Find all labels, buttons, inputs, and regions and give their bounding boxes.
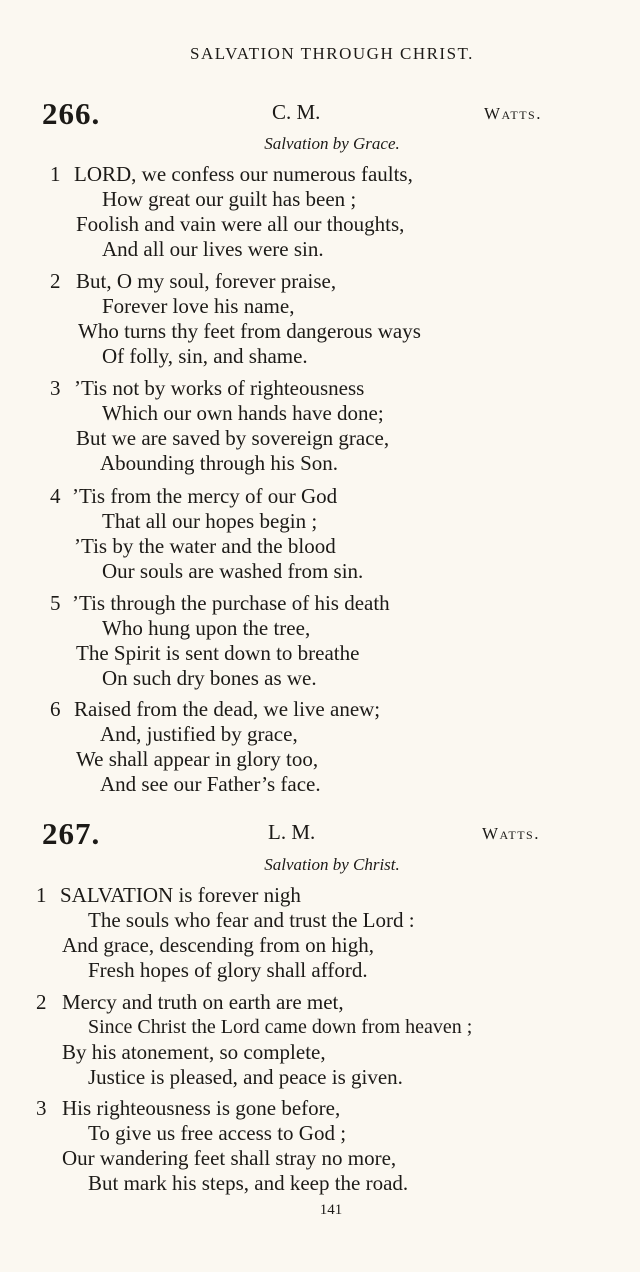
hymn-subtitle: Salvation by Grace. (264, 134, 400, 153)
verse-line: Who hung upon the tree, (102, 616, 311, 640)
stanza-number: 2 (50, 269, 61, 293)
stanza-number: 4 (50, 484, 61, 508)
verse-line: Justice is pleased, and peace is given. (88, 1065, 403, 1089)
stanza-number: 2 (36, 990, 47, 1014)
hymn-author: Watts. (482, 824, 540, 843)
stanza-number: 1 (50, 162, 61, 186)
verse-line: ’Tis not by works of righteousness (74, 376, 365, 400)
verse-line: Who turns thy feet from dangerous ways (78, 319, 421, 343)
stanza-number: 3 (50, 376, 61, 400)
hymn-author: Watts. (484, 104, 542, 123)
verse-line: LORD, we confess our numerous faults, (74, 162, 413, 186)
running-head: SALVATION THROUGH CHRIST. (190, 44, 474, 63)
verse-line: Of folly, sin, and shame. (102, 344, 308, 368)
verse-line: Abounding through his Son. (100, 451, 339, 475)
verse-line: Fresh hopes of glory shall afford. (88, 958, 368, 982)
verse-line: Mercy and truth on earth are met, (62, 990, 344, 1014)
verse-line: The Spirit is sent down to breathe (76, 641, 360, 665)
verse-line: Our souls are washed from sin. (102, 559, 364, 583)
hymn-meter: L. M. (268, 820, 316, 844)
page-number: 141 (319, 1202, 343, 1218)
hymn-subtitle: Salvation by Christ. (264, 855, 400, 874)
verse-line: And, justified by grace, (100, 722, 298, 746)
hymn-meter: C. M. (272, 100, 321, 124)
verse-line: SALVATION is forever nigh (60, 883, 301, 907)
verse-line: And all our lives were sin. (102, 237, 324, 261)
hymn-header (0, 96, 640, 130)
verse-line: Our wandering feet shall stray no more, (62, 1146, 397, 1170)
verse-line: ’Tis through the purchase of his death (72, 591, 390, 615)
verse-line: How great our guilt has been ; (102, 187, 357, 211)
verse-line: By his atonement, so complete, (62, 1040, 326, 1064)
verse-line: And grace, descending from on high, (62, 933, 374, 957)
verse-line: ’Tis by the water and the blood (74, 534, 336, 558)
hymn-number: 267. (42, 816, 101, 851)
verse-line: To give us free access to God ; (88, 1121, 347, 1145)
verse-line: Foolish and vain were all our thoughts, (76, 212, 405, 236)
verse-line: The souls who fear and trust the Lord : (88, 908, 415, 932)
verse-line: We shall appear in glory too, (76, 747, 319, 771)
verse-line: ’Tis from the mercy of our God (72, 484, 338, 508)
stanza-number: 5 (50, 591, 61, 615)
verse-line: But we are saved by sovereign grace, (76, 426, 390, 450)
hymn-header (0, 816, 640, 850)
hymn-number: 266. (42, 96, 101, 131)
verse-line: But, O my soul, forever praise, (76, 269, 337, 293)
verse-line: That all our hopes begin ; (102, 509, 318, 533)
verse-line: His righteousness is gone before, (62, 1096, 341, 1120)
verse-line: Since Christ the Lord came down from heaven ; (88, 1016, 473, 1038)
stanza-number: 3 (36, 1096, 47, 1120)
verse-line: On such dry bones as we. (102, 666, 317, 690)
verse-line: Forever love his name, (102, 294, 295, 318)
stanza-number: 1 (36, 883, 47, 907)
verse-line: Which our own hands have done; (102, 401, 384, 425)
stanza-number: 6 (50, 697, 61, 721)
verse-line: But mark his steps, and keep the road. (88, 1171, 409, 1195)
verse-line: And see our Father’s face. (100, 772, 321, 796)
verse-line: Raised from the dead, we live anew; (74, 697, 381, 721)
